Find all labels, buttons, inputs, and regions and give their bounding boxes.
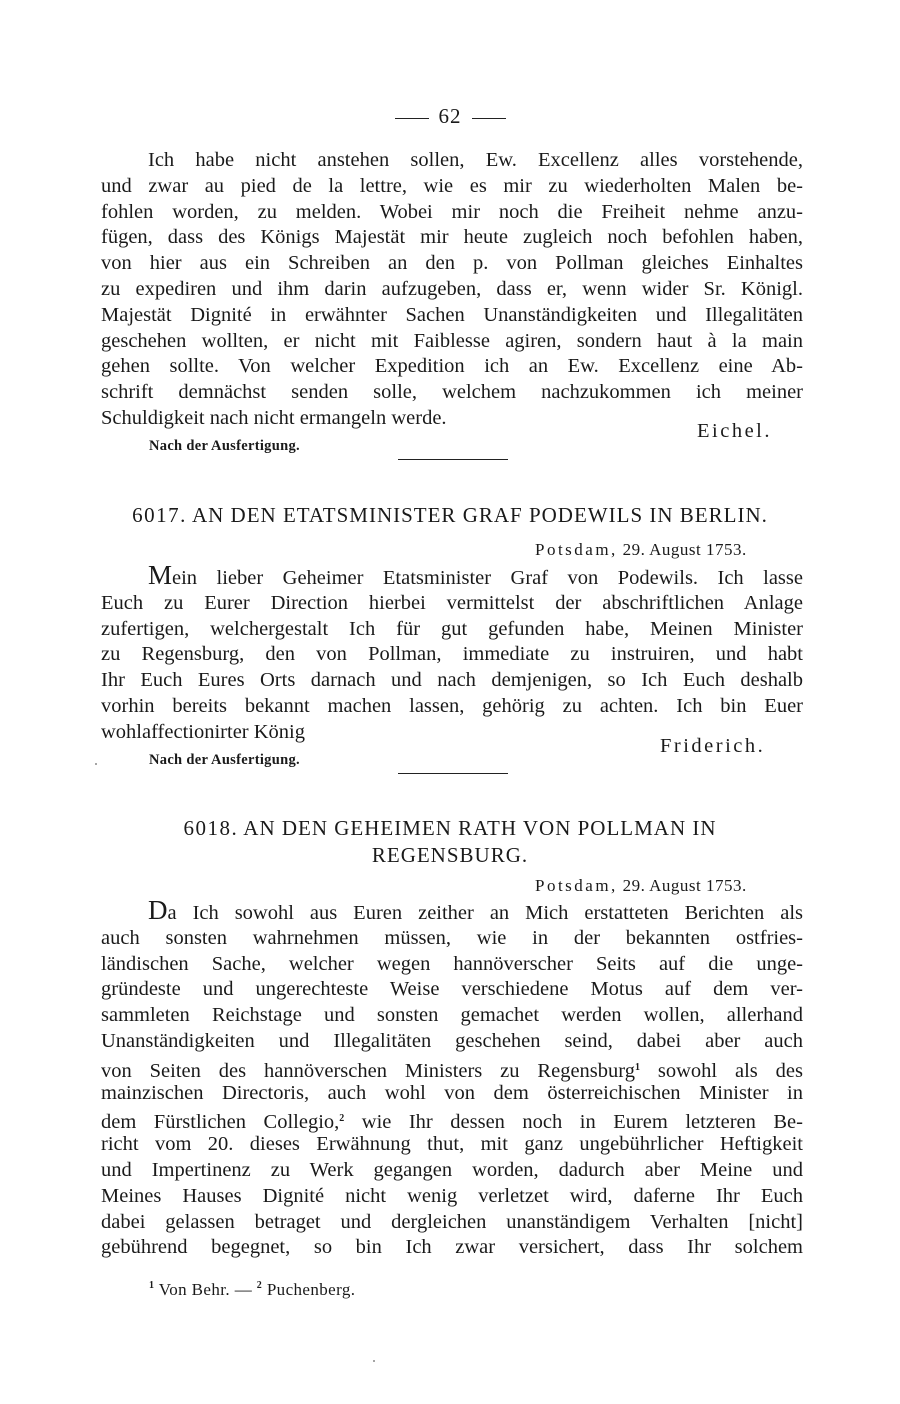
text-line: gehen sollte. Von welcher Expedition ich an Ew. Excellenz eine Ab- [101,355,803,378]
dateline-date: 29. August 1753. [622,540,747,559]
text-line: auch sonsten wahrnehmen müssen, wie in der bekannten ostfries- [101,926,803,949]
text-line: fügen, dass des Königs Majestät mir heute zugleich noch befohlen haben, [101,226,803,249]
dateline-date: 29. August 1753. [622,876,747,895]
footnote-marker: 1 [149,1280,155,1291]
text-line-part: sowohl als des [657,1059,804,1082]
text-line-part: wie Ihr dessen noch in Eurem letzteren Be- [361,1111,803,1134]
signature-eichel: Eichel. [697,420,772,442]
text-line: Ihr Euch Eures Orts darnach und nach demjenigen, so Ich Euch deshalb [101,669,803,692]
section-divider [398,773,508,774]
scan-speck [95,763,97,765]
text-line: Schuldigkeit nach nicht ermangeln werde. [101,406,447,429]
letter-heading-text: AN DEN GEHEIMEN RATH VON POLLMAN IN [243,816,717,840]
text-line: vorhin bereits bekannt machen lassen, gehörig zu achten. Ich bin Euer [101,694,803,717]
footnotes [149,1280,355,1300]
letter-heading-6017 [0,502,900,529]
drop-initial: D [148,895,168,925]
letter-heading-line: REGENSBURG. [371,843,529,867]
page-number-dash-right [472,118,506,119]
letter-number: 6018. [183,816,239,840]
text-line-rest: a Ich sowohl aus Euren zeither an Mich erstatteten Berichten als [167,902,803,924]
text-line: Unanständigkeiten und Illegalitäten geschehen seind, dabei aber auch [101,1029,803,1052]
text-line: und Impertinenz zu Werk gegangen worden, dadurch aber Meine und [101,1158,803,1181]
footnote-text: Von Behr. — [158,1280,253,1299]
text-line: schrift demnächst senden solle, welchem nachzukommen ich meiner [101,381,803,404]
text-line-rest: ein lieber Geheimer Etatsminister Graf von Podewils. Ich lasse [172,567,803,589]
text-line: von hier aus ein Schreiben an den p. von Pollman gleiches Einhaltes [101,252,803,275]
scan-speck [373,1360,375,1362]
text-line: Meines Hauses Dignité nicht wenig verletzet wird, daferne Ihr Euch [101,1184,803,1207]
drop-initial: M [148,560,173,590]
dateline-place: Potsdam, [535,540,618,559]
letter-number: 6017. [132,503,187,527]
text-line [101,1106,803,1132]
text-line: fohlen worden, zu melden. Wobei mir noch die Freiheit nehme anzu- [101,200,803,223]
page-number-text: 62 [438,104,462,128]
footnote-marker: 1 [634,1061,640,1073]
text-line: zu Regensburg, den von Pollman, immediate zu instruiren, und habt [101,643,803,666]
source-note: Nach der Ausfertigung. [149,752,300,768]
text-line: ländischen Sache, welcher wegen hannöverscher Seits auf die unge- [101,952,803,975]
footnote-marker: 2 [339,1113,345,1125]
text-line: richt vom 20. dieses Erwähnung thut, mit ganz ungebührlicher Heftigkeit [101,1133,803,1156]
letter-heading-6018 [0,815,900,869]
text-line-part: dem Fürstlichen Collegio, [101,1111,340,1134]
text-line: zufertigen, welchergestalt Ich für gut gefunden habe, Meinen Minister [101,617,803,640]
text-line: wohlaffectionirter König [101,720,305,743]
footnote-text: Puchenberg. [266,1280,356,1299]
text-line: mainzischen Directoris, auch wohl von dem österreichischen Minister in [101,1081,803,1104]
signature-friderich: Friderich. [660,735,766,757]
text-line: gebührend begegnet, so bin Ich zwar versichert, dass Ihr solchem [101,1236,803,1259]
dateline-6018 [535,876,747,896]
text-line: gründeste und ungerechteste Weise verschiedene Motus auf dem ver- [101,978,803,1001]
letter-6017-body [101,560,803,746]
text-line-part: von Seiten des hannöverschen Ministers zu Regensburg [101,1059,635,1082]
dateline-6017 [535,540,747,560]
dateline-place: Potsdam, [535,876,618,895]
text-line: sammleten Reichstage und sonsten gemachet werden wollen, allerhand [101,1004,803,1027]
text-line: dabei gelassen betraget und dergleichen unanständigem Verhalten [nicht] [101,1210,803,1233]
text-line: geschehen wollten, er nicht mit Faiblesse agiren, sondern haut à la main [101,329,803,352]
source-note: Nach der Ausfertigung. [149,438,300,454]
footnote-marker: 2 [256,1280,263,1291]
section-divider [398,459,508,460]
letter-heading-text: AN DEN ETATSMINISTER GRAF PODEWILS IN BERLIN. [191,503,768,527]
text-line [101,895,803,926]
text-line [101,560,803,591]
text-line: Ich habe nicht anstehen sollen, Ew. Excellenz alles vorstehende, [148,149,803,171]
letter-6018-body [101,895,804,1261]
previous-letter-body [101,148,803,432]
page-number [0,104,900,129]
text-line [101,1055,803,1081]
text-line: zu expediren und ihm darin aufzugeben, dass er, wenn wider Sr. Königl. [101,277,803,300]
letter-heading-line [0,815,900,842]
text-line: Euch zu Eurer Direction hierbei vermittelst der abschriftlichen Anlage [101,591,803,614]
text-line: Majestät Dignité in erwähnter Sachen Unanständigkeiten und Illegalitäten [101,303,803,326]
page-number-dash-left [395,118,429,119]
text-line: und zwar au pied de la lettre, wie es mir zu wiederholten Malen be- [101,174,803,197]
